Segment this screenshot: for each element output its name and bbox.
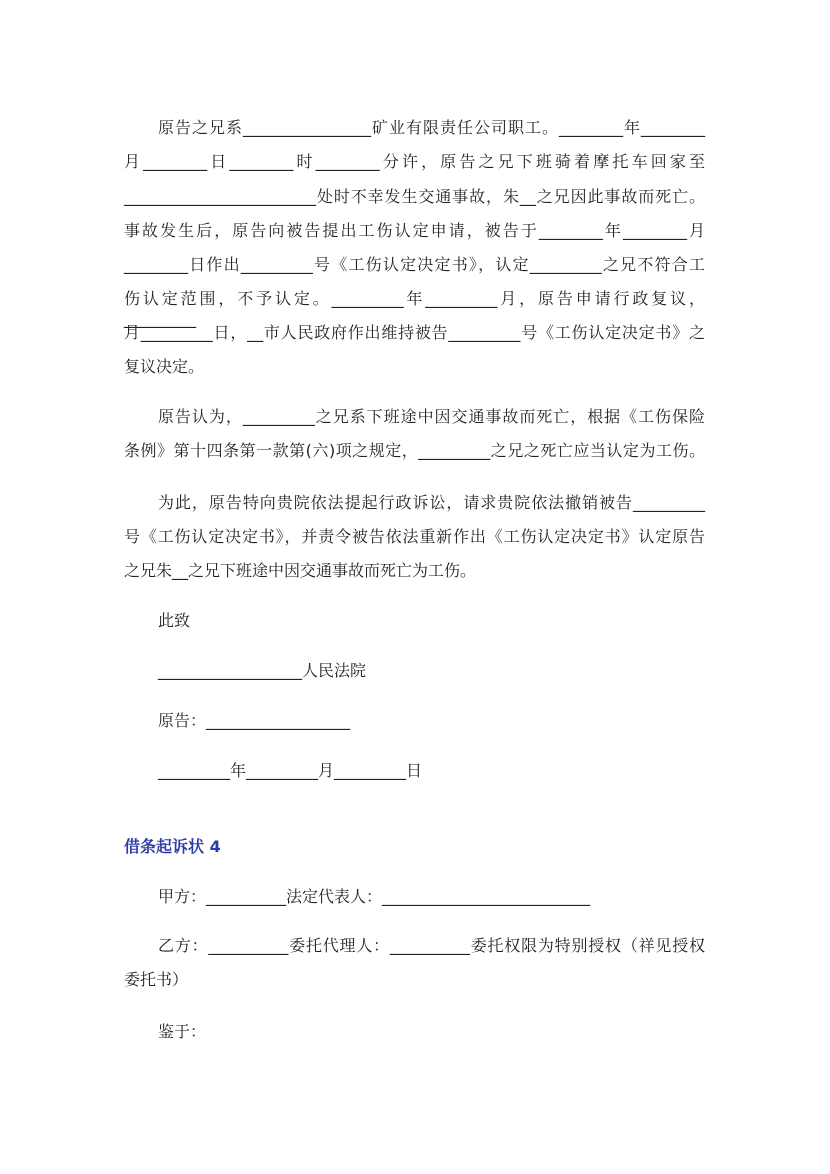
paragraph-line: 号《工伤认定决定书》，并责令被告依法重新作出《工伤认定决定书》认定原告 [124, 527, 705, 546]
party-b-line-continued: 委托书） [124, 970, 189, 989]
plaintiff-signature-line: 原告：__________________ [158, 711, 351, 730]
paragraph-line: 月________日________时________分许，原告之兄下班骑着摩托车回家至 [124, 152, 705, 171]
paragraph-line: 条例》第十四条第一款第(六)项之规定，_________之兄之死亡应当认定为工伤。 [124, 441, 705, 460]
closing-salutation: 此致 [158, 611, 191, 630]
paragraph-line: ________日作出_________号《工伤认定决定书》，认定_________之兄不符合工 [124, 255, 705, 274]
party-a-line: 甲方：__________法定代表人：__________________________ [158, 887, 591, 906]
paragraph-line: 原告认为，_________之兄系下班途中因交通事故而死亡，根据《工伤保险 [158, 407, 705, 426]
whereas-line: 鉴于： [158, 1022, 207, 1041]
paragraph-line: 事故发生后，原告向被告提出工伤认定申请，被告于________年________月 [124, 221, 705, 240]
court-name-line: __________________人民法院 [158, 661, 367, 680]
paragraph-line: 复议决定。 [124, 357, 205, 376]
paragraph-line: 为此，原告特向贵院依法提起行政诉讼，请求贵院依法撤销被告_________ [158, 493, 705, 512]
paragraph-line: 月_________日，__市人民政府作出维持被告_________号《工伤认定决定书》之 [124, 323, 705, 342]
paragraph-line: 原告之兄系________________矿业有限责任公司职工。________年________ [158, 118, 705, 137]
paragraph-line: 之兄朱__之兄下班途中因交通事故而死亡为工伤。 [124, 561, 477, 580]
paragraph-line: ________________________处时不幸发生交通事故，朱__之兄因此事故而死亡。 [124, 187, 705, 206]
paragraph-line: 伤认定范围，不予认定。_________年_________月，原告申请行政复议，_________ [124, 289, 705, 328]
section-heading: 借条起诉状 4 [124, 837, 221, 856]
date-line: _________年_________月_________日 [158, 761, 423, 780]
party-b-line: 乙方：__________委托代理人：__________委托权限为特别授权（祥见授权 [158, 936, 705, 955]
